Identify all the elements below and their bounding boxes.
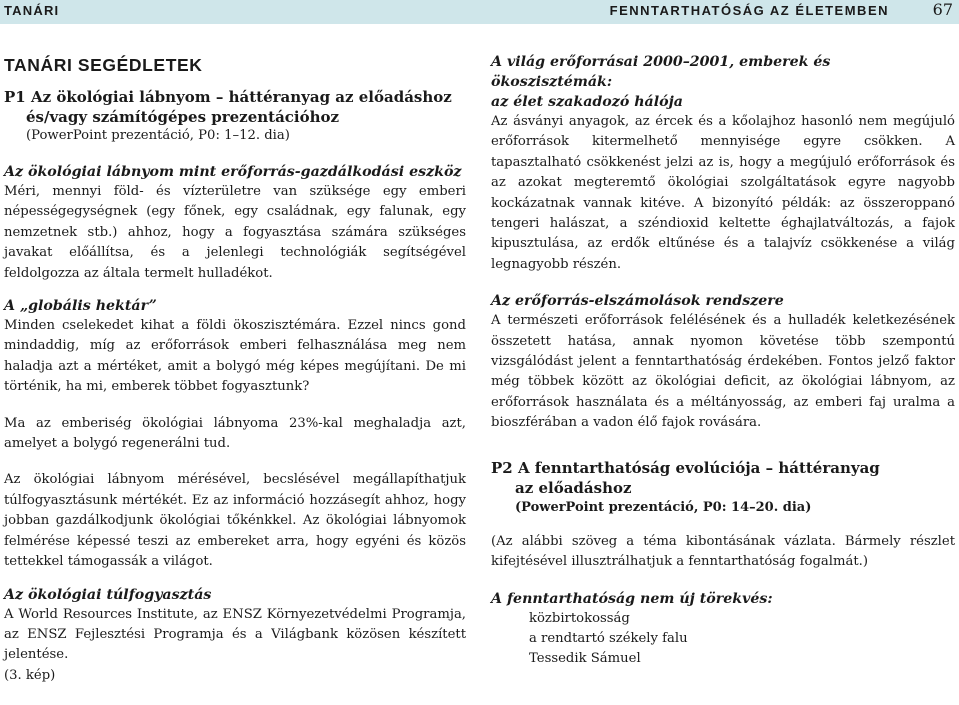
running-header (0, 0, 959, 24)
image-reference: (3. kép) (4, 667, 56, 683)
heading-resource-accounting: Az erőforrás-elszámolások rendszere (491, 293, 784, 310)
p2-subtitle: (PowerPoint prezentáció, P0: 14–20. dia) (515, 499, 812, 515)
left-column (4, 52, 466, 686)
right-column (491, 52, 955, 669)
page-number: 67 (932, 0, 953, 19)
list-item: a rendtartó székely falu (529, 630, 688, 646)
paragraph-global-hectare: Minden cselekedet kihat a földi ökoszisztémára. Ezzel nincs gond mindaddig, míg az erőforrások emberi felhasználása meg nem haladja azt a mértéket, amit a bolygó még képes megújítani. De mi történik, ha mi, emberek többet fogyasztunk? (4, 318, 466, 395)
heading-world-resources-line2: az élet szakadozó hálója (491, 94, 683, 110)
p1-section-title (4, 87, 466, 127)
p2-section-title (491, 458, 955, 498)
paragraph-report: A World Resources Institute, az ENSZ Környezetvédelmi Programja, az ENSZ Fejlesztési Programja és a Világbank közösen készített jelentése. (4, 606, 466, 663)
page-title: TANÁRI SEGÉDLETEK (4, 55, 203, 75)
paragraph-resource-depletion: Az ásványi anyagok, az ércek és a kőolajhoz hasonló nem megújuló erőforrások kitermelhető mennyisége egyre csökken. A tapasztalható csökkenést jelzi az is, hogy a megújuló erőforrások és az azokat megteremtő ökológiai szolgáltatások egyre nagyobb kockázatnak vannak kitéve. A bizonyító példák: az összeroppanó tengeri halászat, a széndioxid keltette éghajlatváltozás, a fajok kipusztulása, az erdők eltűnése és a talajvíz csökkenése a világ legnagyobb részén. (491, 114, 955, 272)
heading-overconsumption: Az ökológiai túlfogyasztás (4, 586, 212, 603)
paragraph-overshoot-stat: Ma az emberiség ökológiai lábnyoma 23%-kal meghaladja azt, amelyet a bolygó regenerálni tud. (4, 415, 466, 452)
p1-title-line1: P1 Az ökológiai lábnyom – háttéranyag az előadáshoz (4, 88, 452, 106)
p2-title-line1: P2 A fenntarthatóság evolúciója – háttéranyag (491, 458, 880, 477)
paragraph-measurement: Az ökológiai lábnyom mérésével, becslésével megállapíthatjuk túlfogyasztásunk mértékét. Ez az információ hozzásegít ahhoz, hogy jobban gazdálkodjunk ökológiai tőkénkkel. Az ökológiai lábnyomok felmérése képessé teszi az embereket arra, hogy egyéni és közös tettekkel támogassák a világot. (4, 472, 466, 570)
heading-world-resources-line1: A világ erőforrásai 2000–2001, emberek és ökoszisztémák: (491, 54, 831, 90)
list-item: Tessedik Sámuel (529, 650, 641, 666)
heading-not-new: A fenntarthatóság nem új törekvés: (491, 590, 773, 607)
heading-resource-tool: Az ökológiai lábnyom mint erőforrás-gazdálkodási eszköz (4, 164, 462, 180)
p1-title-line2: és/vagy számítógépes prezentációhoz (26, 108, 340, 126)
heading-world-resources (491, 52, 955, 112)
paragraph-resource-accounting: A természeti erőforrások felélésének és a hulladék keletkezésének összetett hatása, annak nyomon követése több szempontú vizsgálódást jelent a fenntarthatóság érdekében. Fontos jelző faktor még többek között az ökológiai deficit, az ökológiai lábnyom, az erőforrások használata és a méltányosság, az emberi faj uralma a bioszférában a vadon élő fajok rovására. (491, 313, 955, 431)
p2-title-line2: az előadáshoz (515, 478, 632, 497)
header-section-label: TANÁRI (4, 3, 60, 18)
paragraph-footprint-definition: Méri, mennyi föld- és vízterületre van szüksége egy emberi népességegységnek (egy főnek, egy családnak, egy falunak, egy nemzetnek stb.) ahhoz, hogy a fogyasztása számára szükséges javakat előállítsa, és a jelenlegi technológiák segítségével feldolgozza az általa termelt hulladékot. (4, 184, 466, 281)
list-item: közbirtokosság (529, 610, 630, 626)
heading-global-hectare: A „globális hektár” (4, 298, 157, 315)
p1-subtitle: (PowerPoint prezentáció, P0: 1–12. dia) (26, 128, 290, 143)
header-book-title: FENNTARTHATÓSÁG AZ ÉLETEMBEN (609, 3, 889, 18)
examples-list (491, 609, 955, 669)
paragraph-outline-note: (Az alábbi szöveg a téma kibontásának vázlata. Bármely részlet kifejtésével illusztrálhatjuk a fenntarthatóság fogalmát.) (491, 533, 955, 570)
